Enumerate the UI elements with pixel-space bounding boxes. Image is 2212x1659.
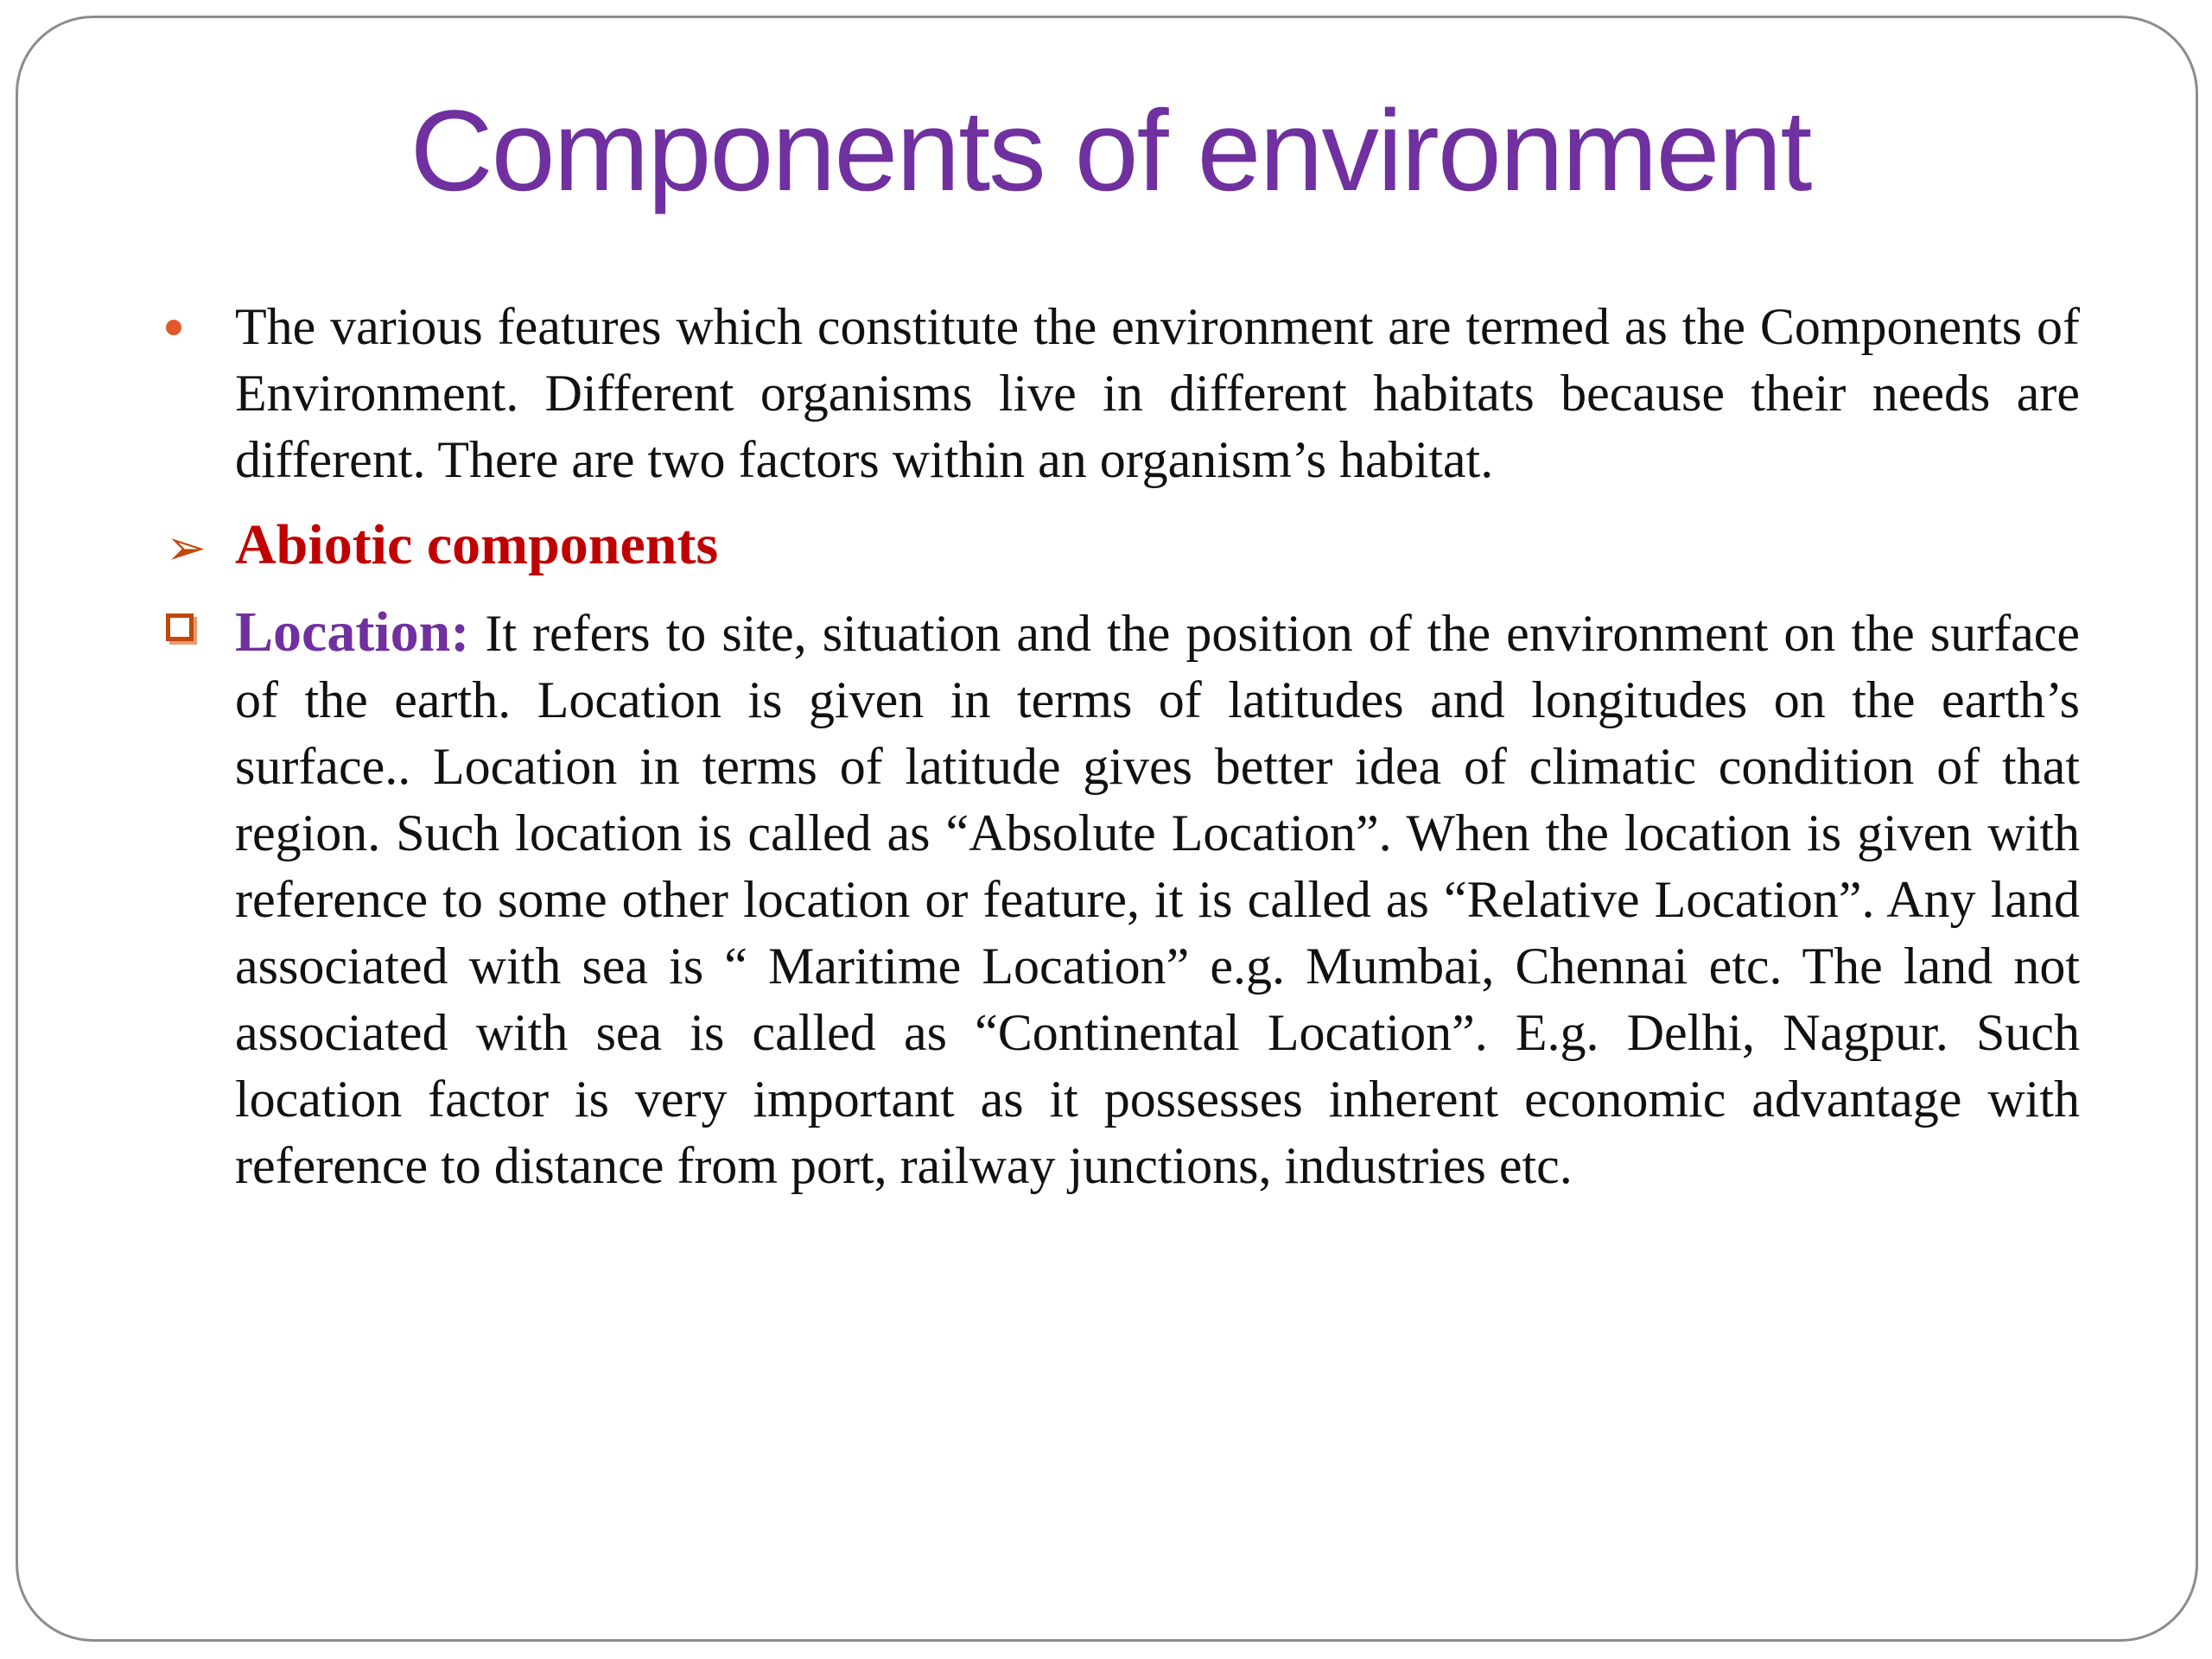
abiotic-heading <box>166 511 2080 580</box>
location-text: It refers to site, situation and the position of the environment on the surface of the earth. Location is given in terms of latitudes and longitudes on the earth’s surface.. Location in terms of latitude gives better idea of climatic condition of that region. Such location is called as “Absolute Location”. When the location is given with reference to some other location or feature, it is called as “Relative Location”. Any land associated with sea is “ Maritime Location” e.g. Mumbai, Chennai etc. The land not associated with sea is called as “Continental Location”. E.g. Delhi, Nagpur. Such location factor is very important as it possesses inherent economic advantage with reference to distance from port, railway junctions, industries etc. <box>235 605 2080 1194</box>
round-bullet-icon <box>166 320 181 335</box>
slide-title: Components of environment <box>410 87 1811 215</box>
location-label: Location: <box>235 601 470 664</box>
intro-text: The various features which constitute the environment are termed as the Components of Environment. Different organisms live in different habitats because their needs are different. There are two factors within an organism’s habitat. <box>235 298 2080 488</box>
intro-paragraph <box>235 294 2080 493</box>
slide-body <box>166 294 2080 1199</box>
location-paragraph <box>235 599 2080 1199</box>
arrow-bullet-icon: ➢ <box>166 520 207 576</box>
abiotic-heading-text: Abiotic components <box>235 513 719 576</box>
square-checkbox-bullet-icon <box>166 613 194 641</box>
